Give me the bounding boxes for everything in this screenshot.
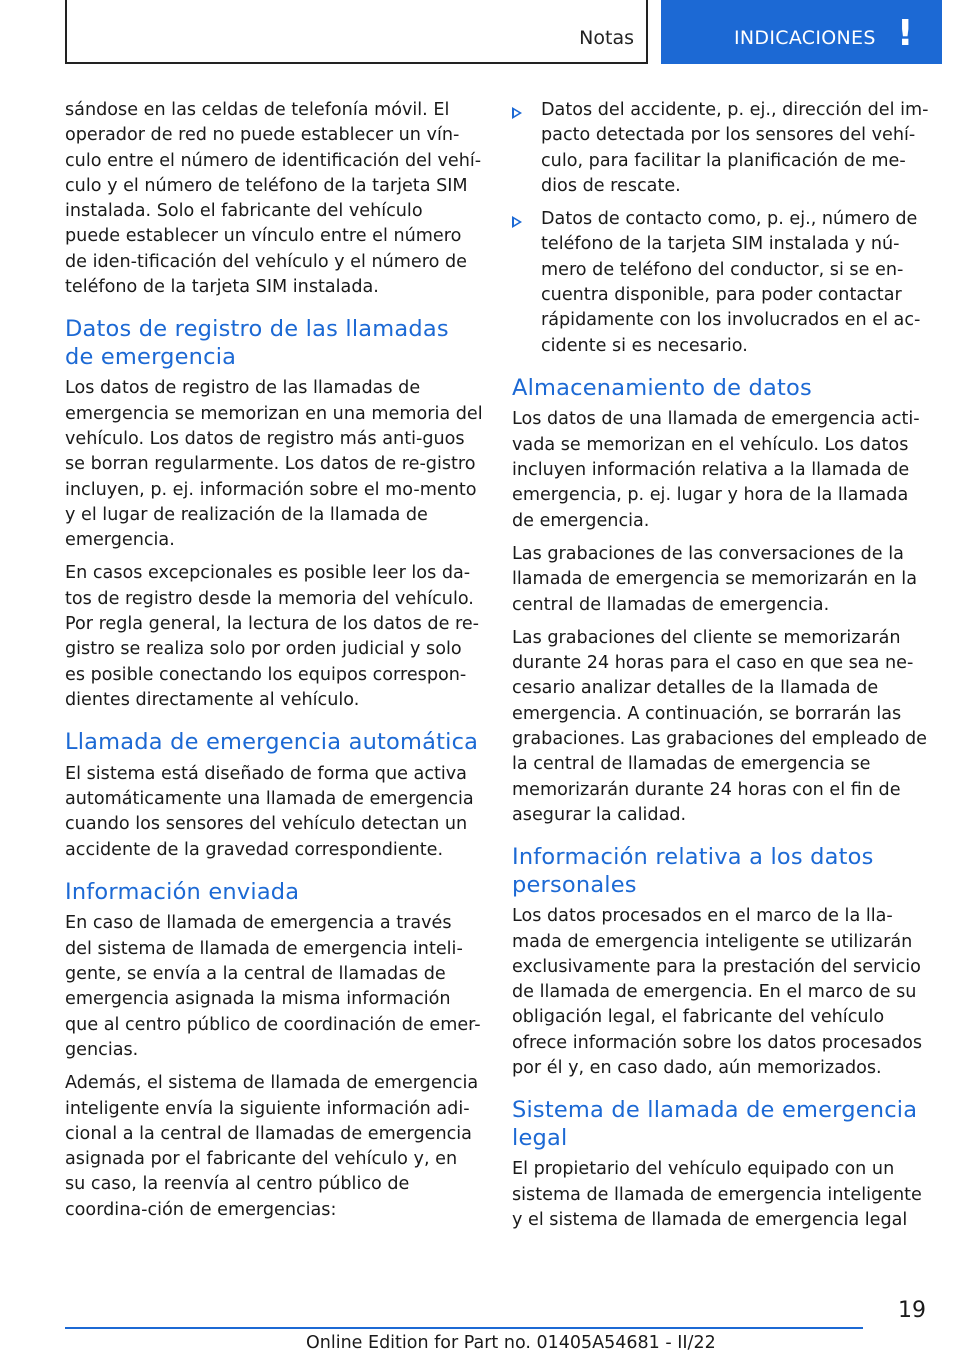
- section-heading-enviada: Información enviada: [65, 878, 300, 905]
- triangle-bullet-icon: [512, 216, 522, 228]
- paragraph: Los datos de registro de las llamadas de emergencia se memorizan en una memoria del vehículo. Los datos de registro más anti-guos se borran regularmente. Los datos de re-gistro incluyen, p. ej. información sobre el mo-mento y el lugar de realización de la llamada de emergencia.: [65, 378, 483, 551]
- list-item-text: Datos del accidente, p. ej., dirección del im-pacto detectada por los sensores del vehí-culo, para facilitar la planificación de me-dios de rescate.: [541, 100, 929, 196]
- paragraph: El propietario del vehículo equipado con un sistema de llamada de emergencia inteligente y el sistema de llamada de emergencia legal: [512, 1159, 922, 1230]
- list-item: [512, 98, 930, 199]
- left-column: [65, 98, 483, 1231]
- paragraph: sándose en las celdas de telefonía móvil. El operador de red no puede establecer un vín-culo entre el número de identificación del vehí-culo y el número de teléfono de la tarjeta SIM instalada. Solo el fabricante del vehículo puede establecer un vínculo entre el número de iden-tificación del vehículo y el número de teléfono de la tarjeta SIM instalada.: [65, 100, 482, 298]
- paragraph: Los datos procesados en el marco de la lla-mada de emergencia inteligente se utilizarán exclusivamente para la prestación del servicio de llamada de emergencia. En el marco de su obligación legal, el fabricante del vehículo ofrece información sobre los datos procesados por él y, en caso dado, aún memorizados.: [512, 906, 923, 1078]
- paragraph: En caso de llamada de emergencia a través del sistema de llamada de emergencia inteli-gente, se envía a la central de llamadas de emergencia asignada la misma información que al centro público de coordinación de emer-gencias.: [65, 913, 481, 1060]
- section-heading-registro: Datos de registro de las llamadas de emergencia: [65, 316, 449, 370]
- section-heading-almacenamiento: Almacenamiento de datos: [512, 374, 812, 401]
- list-item: [512, 207, 930, 359]
- paragraph: Las grabaciones del cliente se memorizarán durante 24 horas para el caso en que sea ne-cesario analizar detalles de la llamada de emergencia. A continuación, se borrarán las grabaciones. Las grabaciones del empleado de la central de llamadas de emergencia se memorizarán durante 24 horas con el fin de asegurar la calidad.: [512, 627, 927, 825]
- triangle-bullet-icon: [512, 107, 522, 119]
- footer-edition-text: Online Edition for Part no. 01405A54681 - II/22: [306, 1333, 716, 1353]
- page-number: 19: [898, 1298, 926, 1323]
- paragraph: En casos excepcionales es posible leer los da-tos de registro desde la memoria del vehículo. Por regla general, la lectura de los datos de re-gistro se realiza solo por orden judicial y solo es posible conectando los equipos correspon-dientes directamente al vehículo.: [65, 563, 480, 710]
- paragraph: El sistema está diseñado de forma que activa automáticamente una llamada de emergencia cuando los sensores del vehículo detectan un accidente de la gravedad correspondiente.: [65, 763, 474, 860]
- section-heading-legal: Sistema de llamada de emergencia legal: [512, 1097, 918, 1151]
- list-item-text: Datos de contacto como, p. ej., número de teléfono de la tarjeta SIM instalada y nú-mero de teléfono del conductor, si se en-cuentra disponible, para poder contactar rápidamente con los involucrados en el ac-cidente si es necesario.: [541, 209, 921, 356]
- section-heading-automatica: Llamada de emergencia automática: [65, 729, 479, 756]
- right-column: [512, 98, 930, 1241]
- paragraph: Los datos de una llamada de emergencia acti-vada se memorizan en el vehículo. Los datos incluyen información relativa a la llamada de emergencia, p. ej. lugar y hora de la llamada de emergencia.: [512, 409, 920, 531]
- header-chapter-box: [661, 0, 942, 64]
- paragraph: Además, el sistema de llamada de emergencia inteligente envía la siguiente información adi-cional a la central de llamadas de emergencia asignada por el fabricante del vehículo y, en su caso, la reenvía al centro público de coordina-ción de emergencias:: [65, 1073, 479, 1220]
- footer-divider: [65, 1327, 863, 1329]
- exclamation-icon: !: [897, 13, 914, 54]
- header-chapter-title: INDICACIONES: [734, 27, 876, 49]
- header-section-title: Notas: [579, 27, 634, 49]
- paragraph: Las grabaciones de las conversaciones de la llamada de emergencia se memorizarán en la central de llamadas de emergencia.: [512, 543, 917, 615]
- header-section-box: [65, 0, 648, 64]
- section-heading-personales: Información relativa a los datos personales: [512, 844, 874, 898]
- bullet-list: [512, 98, 930, 359]
